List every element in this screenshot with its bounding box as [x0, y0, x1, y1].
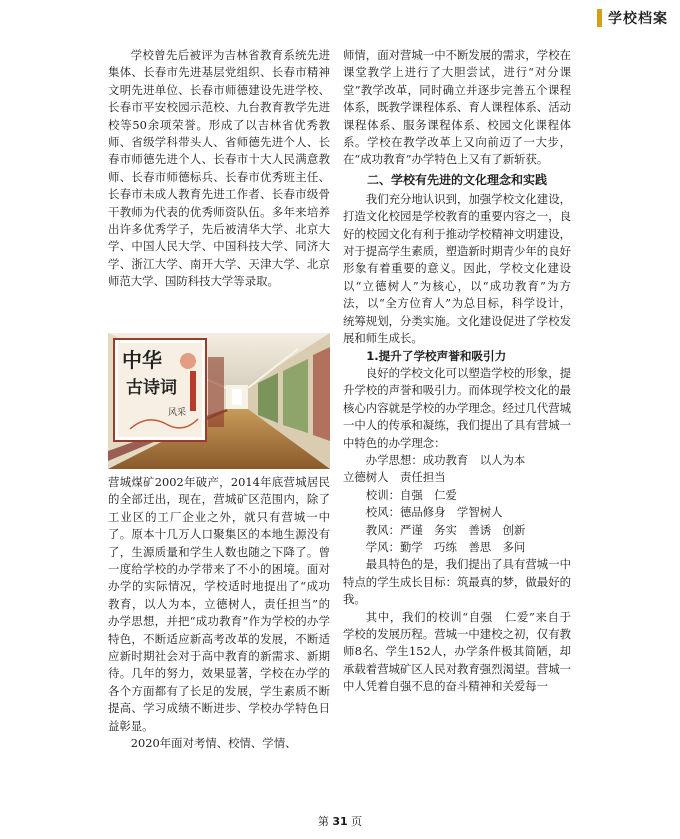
motto-school-spirit: 校风：德品修身 学智树人 — [365, 505, 503, 520]
left-column-top — [108, 47, 330, 291]
right-column — [343, 47, 571, 696]
page-number — [0, 813, 680, 829]
subheading-reputation: 1.提升了学校声誉和吸引力 — [366, 348, 507, 363]
honors-paragraph: 学校曾先后被评为吉林省教育系统先进集体、长春市先进基层党组织、长春市精神文明先进单位、长春市师德建设先进学校、长春市平安校园示范校、九台教育教学先进校等50余项荣誉。形成了以吉林省优秀教师、省级学科带头人、省师德先进个人、长春市师德先进个人、长春市十大人民满意教师、长春市师德标兵、长春市优秀班主任、长春市未成人教育先进工作者、长春市级骨干教师为代表的优秀师资队伍。多年来培养出许多优秀学子，先后被清华大学、北京大学、中国人民大学、中国科技大学、同济大学、浙江大学、南开大学、天津大学、北京师范大学、国防科技大学等录取。 — [108, 48, 330, 289]
corridor-photo — [108, 333, 330, 469]
motto-origin-paragraph: 其中，我们的校训“自强 仁爱”来自于学校的发展历程。营城一中建校之初，仅有教师8名、学生152人，办学条件极其简陋，却承载着营城矿区人民对教育强烈渴望。营城一中人凭着自强不息的奋斗精神和关爱每一 — [343, 609, 571, 694]
motto-philosophy-line2: 立德树人 责任担当 — [343, 470, 446, 485]
section-heading-culture: 二、学校有先进的文化理念和实践 — [367, 172, 548, 187]
poster-title-line1: 中华 — [122, 348, 162, 372]
left-column-bottom — [108, 474, 330, 753]
coal-mine-paragraph: 营城煤矿2002年破产，2014年底营城居民的全部迁出，现在，营城矿区范围内，除了工业区的工厂企业之外，就只有营城一中了。原本十几万人口聚集区的本地生源没有了，生源质量和学生人数也随之下降了。曾一度给学校的办学带来了不小的困境。面对办学的实际情况，学校适时地提出了“成功教育，以人为本，立德树人，责任担当”的办学思想，并把“成功教育”作为学校的办学特色，不断适应新高考改革的发展，不断适应新时期社会对于高中教育的新需求、新期待。几年的努力，效果显著，学校在办学的各个方面都有了长足的发展，学生素质不断提高、学习成绩不断进步、学校办学特色日益彰显。 — [108, 475, 330, 733]
section-header-tag — [597, 8, 668, 28]
growth-goal-paragraph: 最具特色的是，我们提出了具有营城一中特点的学生成长目标：筑最真的梦，做最好的我。 — [343, 557, 571, 607]
poster-title-line2: 古诗词 — [126, 378, 177, 398]
reform-paragraph: 师情，面对营城一中不断发展的需求，学校在课堂教学上进行了大胆尝试，进行“对分课堂”教学改革，同时确立并逐步完善五个课程体系，既教学课程体系、育人课程体系、活动课程体系、服务课程体系、校园文化课程体系。学校在教学改革上又向前迈了一大步，在“成功教育”办学特色上又有了新斩获。 — [343, 48, 571, 167]
header-accent-bar — [597, 9, 602, 27]
poster-title-line3: 风采 — [168, 408, 187, 418]
culture-paragraph: 我们充分地认识到，加强学校文化建设，打造文化校园是学校教育的重要内容之一，良好的校园文化有利于推动学校精神文明建设，对于提高学生素质，塑造新时期青少年的良好形象有着重要的意义。因此，学校文化建设以“立德树人”为核心，以“成功教育”为方法，以“全方位育人”为总目标，科学设计，统筹规划，分类实施。文化建设促进了学校发展和师生成长。 — [343, 191, 571, 346]
page-prefix: 第 — [317, 815, 329, 828]
reputation-paragraph: 良好的学校文化可以塑造学校的形象，提升学校的声誉和吸引力。而体现学校文化的最核心内容就是学校的办学理念。经过几代营城一中人的传承和凝练，我们提出了具有营城一中特色的办学理念： — [343, 365, 571, 450]
section-label: 学校档案 — [608, 11, 668, 27]
year-2020-paragraph: 2020年面对考情、校情、学情、 — [130, 736, 297, 751]
motto-philosophy-line1: 办学思想：成功教育 以人为本 — [365, 452, 526, 467]
motto-school-motto: 校训：自强 仁爱 — [365, 487, 457, 502]
motto-teaching-style: 教风：严谨 务实 善诱 创新 — [365, 522, 526, 537]
corridor-illustration — [108, 333, 330, 469]
page-number-value: 31 — [332, 815, 348, 828]
motto-study-style: 学风：勤学 巧练 善思 多问 — [365, 539, 526, 554]
page-suffix: 页 — [351, 815, 363, 828]
